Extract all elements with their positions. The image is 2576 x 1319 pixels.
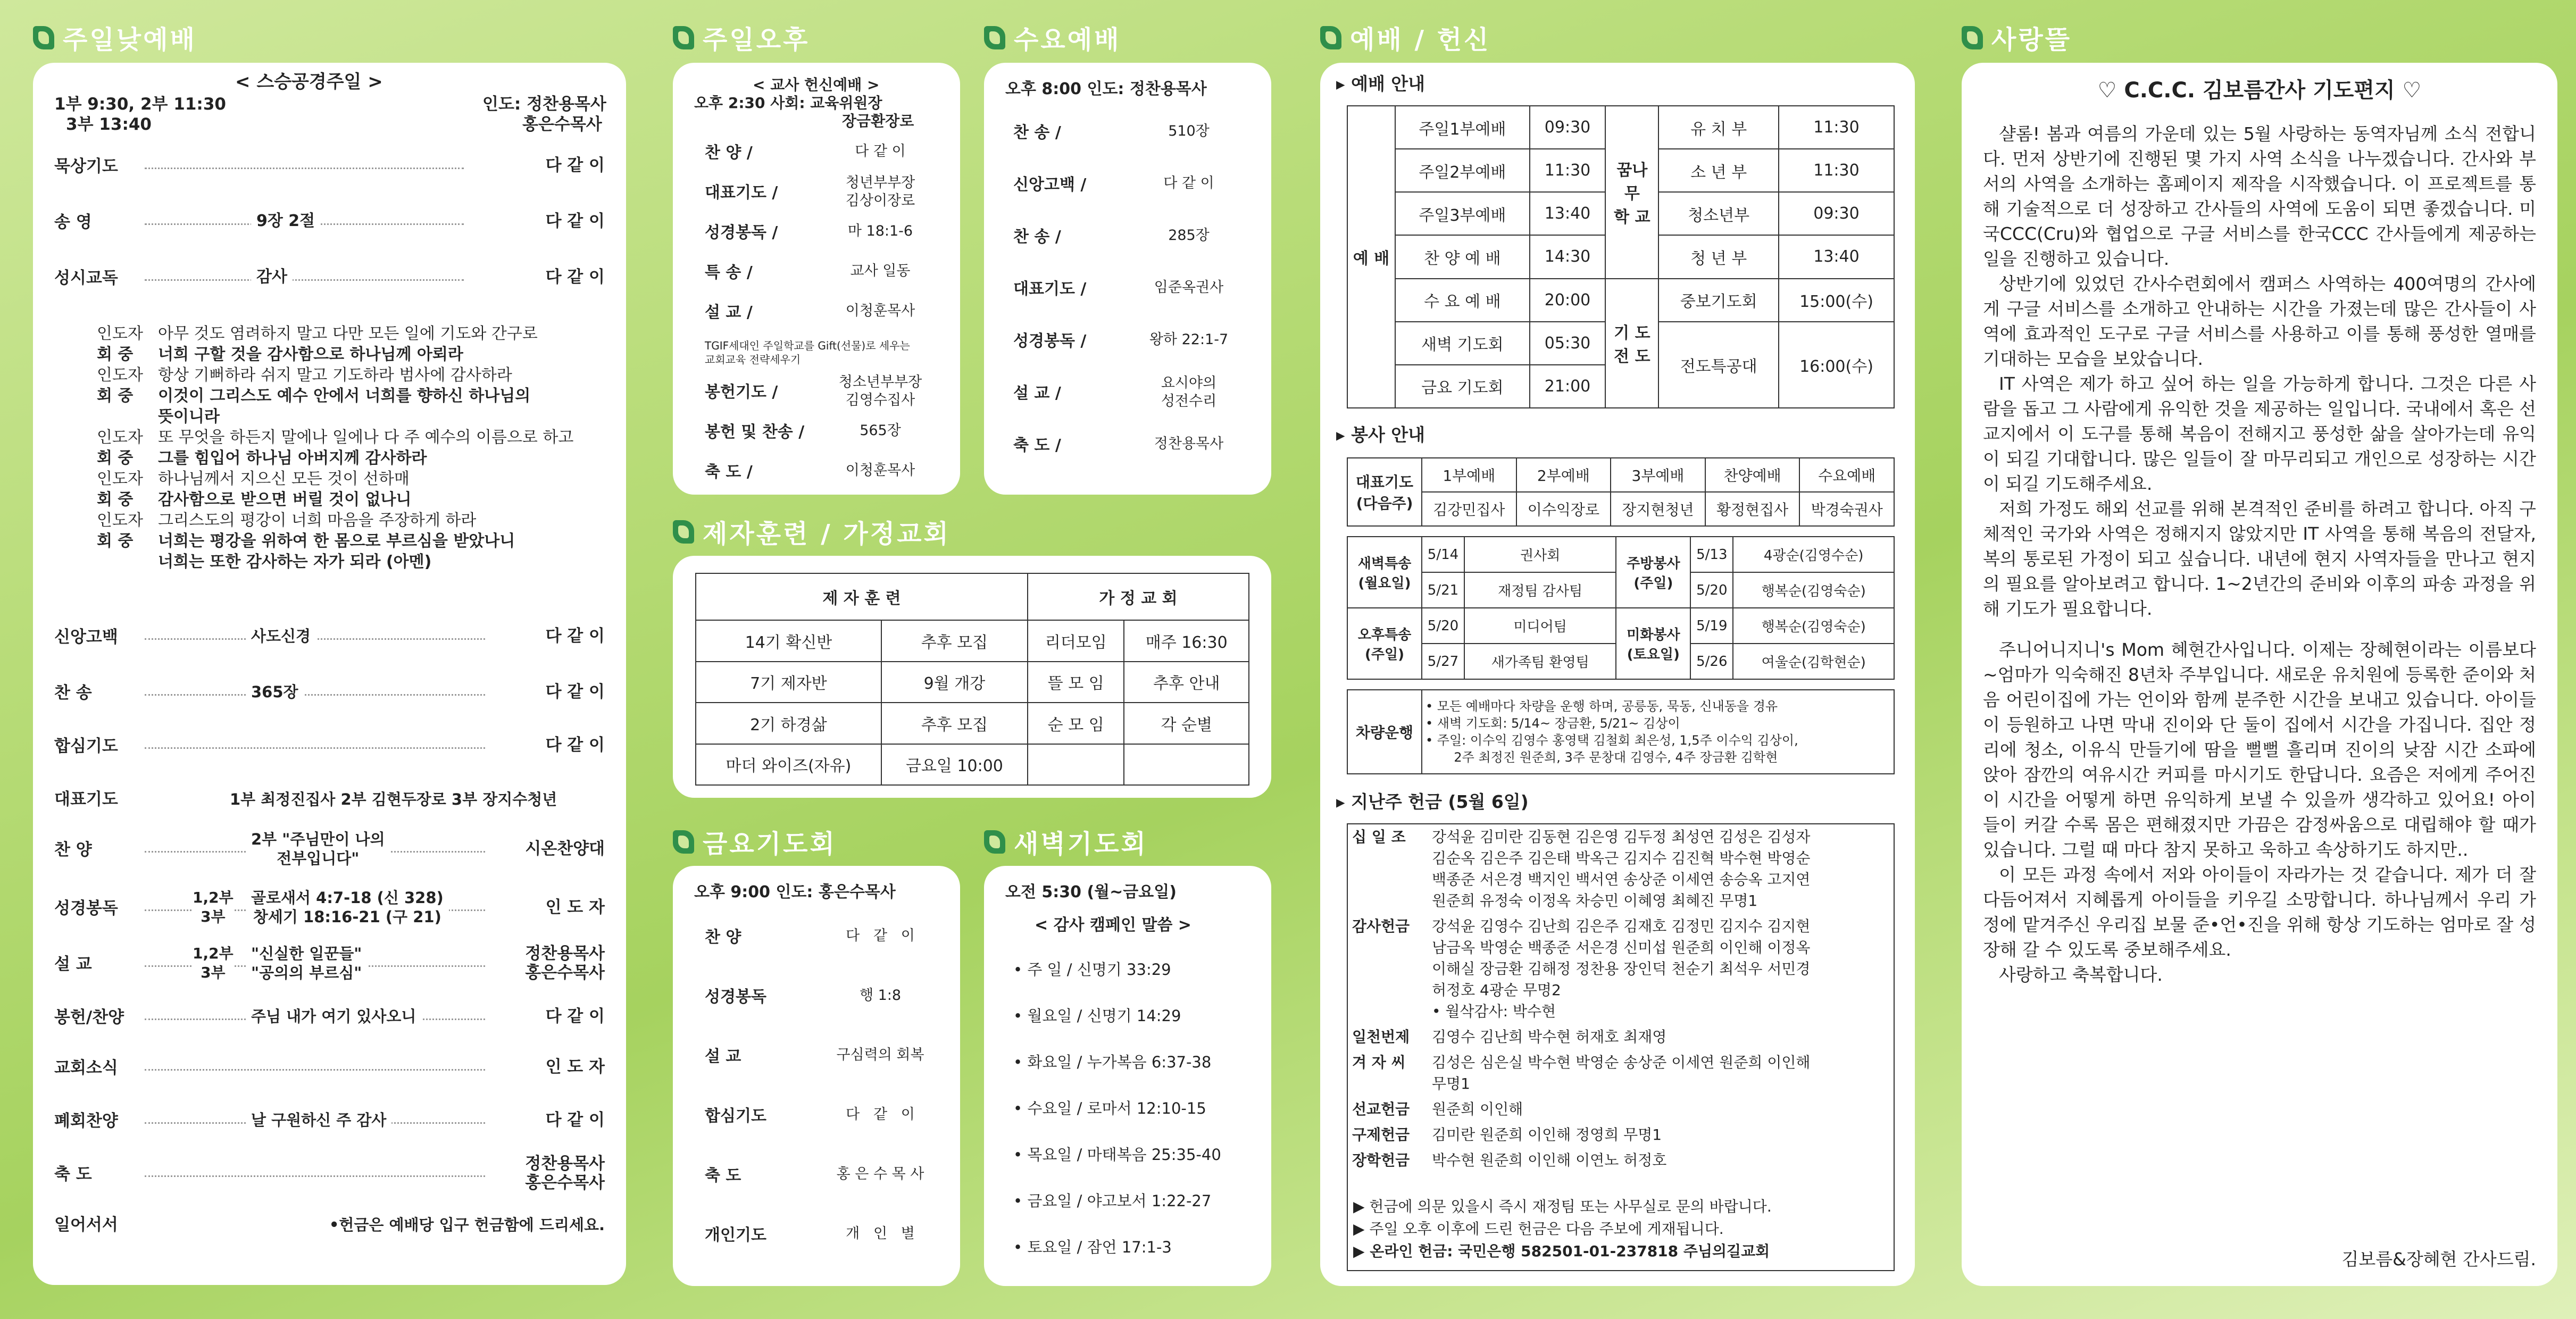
order-item-label: 묵상기도 xyxy=(54,157,118,176)
row-value: 행 1:8 xyxy=(859,987,902,1004)
row-label: 신앙고백 / xyxy=(1013,176,1087,194)
cell: 2부예배 xyxy=(1516,458,1611,492)
verse-item: • 수요일 / 로마서 12:10-15 xyxy=(1013,1099,1206,1117)
afternoon-time: 오후 2:30 사회: 교육위원장 xyxy=(694,94,882,112)
row-label: 대표기도 / xyxy=(1013,280,1087,298)
cell: 16:00(수) xyxy=(1779,322,1894,408)
school-label: 꿈나무 학 교 xyxy=(1605,106,1658,279)
cell: 주일2부예배 xyxy=(1395,149,1530,192)
row-value: 다 같 이 xyxy=(1163,175,1214,191)
offering-note: •헌금은 예배당 입구 헌금함에 드리세요. xyxy=(329,1216,605,1234)
offering-row xyxy=(1348,1148,1894,1173)
reading-line: 항상 기뻐하라 쉬지 말고 기도하라 범사에 감사하라 xyxy=(158,366,512,385)
cell: 5/13 xyxy=(1690,537,1733,572)
car-line: 2주 최정진 원준희, 3주 문창대 김영수, 4주 장금환 김학현 xyxy=(1425,750,1778,765)
reading-line: 그를 힘입어 하나님 아버지께 감사하라 xyxy=(158,449,427,468)
row-value: 청소년부부장 김영수집사 xyxy=(838,374,922,408)
rep-label: 대표기도 (다음주) xyxy=(1347,458,1422,526)
row-value: 왕하 22:1-7 xyxy=(1149,331,1229,348)
offering-names: 강석윤 김영수 김난희 김은주 김재호 김정민 김지수 김지현 남금옥 박영순 백종준 서은경 신미섭 원준희 이인해 이정옥 이해실 장금환 김해정 정찬용 장인덕 천순기 최석우 서민경 허정호 4광순 무명2 • 월삭감사: 박수현 xyxy=(1432,917,1811,1020)
sunday-card xyxy=(33,63,626,1285)
row-label: 특 송 / xyxy=(705,263,753,282)
car-label: 차량운행 xyxy=(1347,690,1422,774)
training-table xyxy=(695,573,1249,786)
cell: 재정팀 감사팀 xyxy=(1464,572,1616,608)
offering-row xyxy=(1348,1122,1894,1148)
row-value: 청년부부장 김상이장로 xyxy=(845,174,915,209)
cell: 황정현집사 xyxy=(1705,492,1800,526)
cell: 여울순(김학현순) xyxy=(1733,644,1894,679)
row-label: 봉헌 및 찬송 / xyxy=(705,423,805,441)
dotted-leader xyxy=(145,694,485,696)
row-label: 설 교 / xyxy=(705,303,753,322)
row-label: 성경봉독 / xyxy=(1013,332,1087,350)
reading-line: 하나님께서 지으신 모든 것이 선하매 xyxy=(158,470,410,488)
row-value: 다 같 이 xyxy=(846,928,915,944)
worship-guide-title: ▸ 예배 안내 xyxy=(1336,73,1425,94)
prayer-label: 기 도 전 도 xyxy=(1605,279,1658,408)
wednesday-head: 오후 8:00 인도: 정찬용목사 xyxy=(1005,80,1207,98)
order-item-sub: 1,2부 3부 xyxy=(193,889,234,925)
car-table xyxy=(1347,689,1895,774)
row-label: 찬 양 xyxy=(705,928,741,947)
cell: 5/20 xyxy=(1690,572,1733,608)
cell: 11:30 xyxy=(1779,149,1894,192)
kitchen-duty-label: 주방봉사 (주일) xyxy=(1616,537,1690,608)
leaf-icon xyxy=(673,830,694,854)
rep-prayer-table xyxy=(1347,457,1895,527)
afternoon-theme: < 교사 헌신예배 > xyxy=(753,76,880,94)
cell: 5/21 xyxy=(1422,572,1464,608)
cell: 마더 와이즈(자유) xyxy=(696,744,881,786)
reading-speaker: 회 중 xyxy=(97,387,134,405)
reading-line: 감사함으로 받으면 버릴 것이 없나니 xyxy=(158,490,412,509)
cell: 금요일 10:00 xyxy=(881,744,1028,786)
afternoon-title: 주일오후 xyxy=(673,19,810,56)
cell: 14기 확신반 xyxy=(696,620,881,662)
cell: 5/20 xyxy=(1422,608,1464,644)
offering-kind: 구제헌금 xyxy=(1352,1126,1410,1143)
order-item-detail: 감사 xyxy=(251,268,293,287)
cell: 청 년 부 xyxy=(1658,235,1779,278)
cell: 수 요 예 배 xyxy=(1395,279,1530,322)
verse-item: • 금요일 / 야고보서 1:22-27 xyxy=(1013,1192,1212,1210)
letter-card xyxy=(1962,63,2557,1286)
order-item-leader: 시온찬양대 xyxy=(520,839,605,858)
worship-offering-card xyxy=(1320,63,1915,1286)
cell xyxy=(1028,744,1124,786)
cell: 권사회 xyxy=(1464,537,1616,572)
offering-title: ▸ 지난주 헌금 (5월 6일) xyxy=(1336,791,1529,812)
cell: 새벽 기도회 xyxy=(1395,322,1530,365)
times-3: 3부 13:40 xyxy=(66,115,152,134)
cell: 5/26 xyxy=(1690,644,1733,679)
worship-guide-label: 예배 안내 xyxy=(1351,73,1425,94)
car-line: • 주일: 이수익 김영수 홍영택 김철회 최은성, 1,5주 이수익 김상이, xyxy=(1425,733,1798,748)
clean-duty-label: 미화봉사 (토요일) xyxy=(1616,608,1690,679)
cell: 순 모 임 xyxy=(1028,703,1124,744)
cell: 7기 제자반 xyxy=(696,662,881,703)
order-item-label: 합심기도 xyxy=(54,737,118,756)
order-item-label: 폐회찬양 xyxy=(54,1112,118,1131)
row-label: 대표기도 / xyxy=(705,183,778,202)
offering-box xyxy=(1347,823,1895,1271)
letter-sign: 김보름&장혜현 간사드림. xyxy=(2341,1249,2536,1270)
letter-paragraph: 상반기에 있었던 간사수련회에서 캠퍼스 사역하는 400여명의 간사에게 구글 서비스를 소개하고 안내하는 시간을 가졌는데 많은 간사들이 사역에 효과적인 도구로 구글 서비스를 사용하고 이를 통해 풍성한 열매를 기대하는 모습을 보았습니다. xyxy=(1983,273,2536,369)
afternoon-card xyxy=(673,63,960,495)
row-value: 이청훈목사 xyxy=(845,303,915,319)
letter-body xyxy=(1983,121,2536,987)
cell: 새가족팀 환영팀 xyxy=(1464,644,1616,679)
reading-speaker: 회 중 xyxy=(97,449,134,468)
love-title: 사랑뜰 xyxy=(1962,19,2072,56)
cell: 13:40 xyxy=(1779,235,1894,278)
row-value: 임준옥권사 xyxy=(1154,279,1224,296)
letter-title: ♡ C.C.C. 김보름간사 기도편지 ♡ xyxy=(2097,78,2422,103)
cell: 행복순(김영숙순) xyxy=(1733,572,1894,608)
row-label: 설 교 xyxy=(705,1047,741,1066)
worship-table xyxy=(1347,105,1895,408)
order-item-leader: 인 도 자 xyxy=(540,1057,605,1076)
wednesday-title: 수요예배 xyxy=(984,19,1121,56)
leaf-icon xyxy=(1320,26,1341,49)
dawn-title: 새벽기도회 xyxy=(984,823,1148,860)
training-title: 제자훈련 / 가정교회 xyxy=(673,513,951,550)
friday-title: 금요기도회 xyxy=(673,823,837,860)
letter-paragraph: 샬롬! 봄과 여름의 가운데 있는 5월 사랑하는 동역자님께 소식 전합니다. 먼저 상반기에 진행된 몇 가지 사역 소식을 나누겠습니다. 간사와 부서의 사역을 소개하는 홈페이지 제작을 시작했습니다. 이 프로젝트를 통해 기술적으로 더 성장하고 간사들의 사역에 도움이 되면 좋겠습니다. 미국CCC(Cru)와 협업으로 구글 서비스를 한국CCC 간사들에게 제공하는 일을 진행하고 있습니다. xyxy=(1983,123,2536,269)
cell: 찬 양 예 배 xyxy=(1395,235,1530,278)
leaf-icon xyxy=(673,26,694,49)
order-item-label: 성시교독 xyxy=(54,269,118,288)
order-item-detail: 1부 최정진집사 2부 김현두장로 3부 장지수청년 xyxy=(230,790,557,808)
reading-speaker: 인도자 xyxy=(97,324,143,343)
cell: 청소년부 xyxy=(1658,192,1779,235)
row-label: 성경봉독 / xyxy=(705,223,778,242)
offering-kind: 겨 자 씨 xyxy=(1352,1054,1406,1071)
order-item-leader: 정찬용목사 홍은수목사 xyxy=(520,1154,605,1192)
row-value: 마 18:1-6 xyxy=(847,223,913,239)
row-value: 교사 일동 xyxy=(850,263,911,279)
cell: 2기 하경삶 xyxy=(696,703,881,744)
dawn-card xyxy=(984,866,1271,1286)
verse-item: • 토요일 / 잠언 17:1-3 xyxy=(1013,1238,1172,1256)
cell: 뜰 모 임 xyxy=(1028,662,1124,703)
leaf-icon xyxy=(673,520,694,544)
friday-head: 오후 9:00 인도: 홍은수목사 xyxy=(694,883,896,901)
sunday-title: 주일낮예배 xyxy=(33,19,197,56)
offering-kind: 일천번제 xyxy=(1352,1028,1410,1046)
order-item-label: 축 도 xyxy=(54,1165,92,1184)
order-item-detail: 사도신경 xyxy=(246,627,316,646)
offering-row xyxy=(1348,1097,1894,1122)
note-text: TGIF세대인 주일학교를 Gift(선물)로 세우는 교회교육 전략세우기 xyxy=(705,339,910,366)
campaign-title: < 감사 캠페인 말씀 > xyxy=(1035,916,1191,934)
car-info xyxy=(1422,690,1894,774)
cell: 중보기도회 xyxy=(1658,279,1779,322)
car-line: • 새벽 기도회: 5/14~ 장금환, 5/21~ 김상이 xyxy=(1425,716,1680,731)
offering-kind: 십 일 조 xyxy=(1352,828,1406,846)
reading-line: 뜻이니라 xyxy=(158,407,220,426)
reading-speaker: 인도자 xyxy=(97,366,143,385)
cell: 추후 모집 xyxy=(881,703,1028,744)
cell: 5/19 xyxy=(1690,608,1733,644)
cell: 14:30 xyxy=(1530,235,1606,278)
cell xyxy=(1124,744,1249,786)
leaf-icon xyxy=(1962,26,1983,49)
row-label: 축 도 xyxy=(705,1166,741,1185)
cell: 이수익장로 xyxy=(1516,492,1611,526)
order-item-leader: 다 같 이 xyxy=(540,156,605,175)
sermon-theme: < 스승공경주일 > xyxy=(235,71,383,93)
dotted-leader xyxy=(145,279,464,281)
dotted-leader xyxy=(145,747,485,749)
offering-names: 박수현 원준희 이인해 이연노 허정호 xyxy=(1432,1151,1667,1169)
reading-line: 또 무엇을 하든지 말에나 일에나 다 주 예수의 이름으로 하고 xyxy=(158,428,574,447)
row-label: 합심기도 xyxy=(705,1107,766,1125)
order-item-label: 교회소식 xyxy=(54,1058,118,1078)
row-label: 축 도 / xyxy=(1013,436,1061,455)
reading-line: 너희는 또한 감사하는 자가 되라 (아멘) xyxy=(158,553,432,571)
service-guide-label: 봉사 안내 xyxy=(1351,424,1425,445)
order-item-leader: 다 같 이 xyxy=(540,268,605,287)
order-item-detail: 365장 xyxy=(246,682,304,702)
cell: 김강민집사 xyxy=(1422,492,1516,526)
order-item-detail: 골로새서 4:7-18 (신 328) 창세기 18:16-21 (구 21) xyxy=(246,888,449,926)
wednesday-card xyxy=(984,63,1271,495)
order-item-leader: 다 같 이 xyxy=(540,212,605,231)
reading-line: 너희는 평강을 위하여 한 몸으로 부르심을 받았나니 xyxy=(158,532,515,550)
note: ▶ 헌금에 의문 있을시 즉시 재정팀 또는 사무실로 문의 바랍니다. xyxy=(1353,1198,1772,1215)
reading-speaker: 인도자 xyxy=(97,428,143,447)
worship-offering-title: 예배 / 헌신 xyxy=(1320,19,1490,56)
offering-table xyxy=(1348,824,1894,1173)
friday-card xyxy=(673,866,960,1286)
reading-speaker: 회 중 xyxy=(97,345,134,364)
cell: 20:00 xyxy=(1530,279,1606,322)
row-value: 구심력의 회복 xyxy=(836,1047,924,1063)
row-value: 다 같 이 xyxy=(846,1106,915,1123)
order-item-label: 일어서서 xyxy=(54,1215,118,1234)
offering-row xyxy=(1348,1050,1894,1097)
order-item-label: 신앙고백 xyxy=(54,628,118,647)
order-item-detail: 날 구원하신 주 감사 xyxy=(246,1111,391,1130)
offering-names: 강석윤 김미란 김동현 김은영 김두정 최성연 김성은 김성자 김순옥 김은주 김은태 박옥근 김지수 김진혁 박수현 박영순 백종준 서은경 백지인 백서연 송상준 이세연 송승옥 고지연 원준희 유정숙 이정옥 차승민 이혜영 최혜진 무명1 xyxy=(1432,828,1811,909)
row-value: 정찬용목사 xyxy=(1154,436,1224,452)
cell: 추후 안내 xyxy=(1124,662,1249,703)
offering-names: 원준희 이인해 xyxy=(1432,1100,1523,1118)
reading-speaker: 회 중 xyxy=(97,532,134,550)
cell: 주일3부예배 xyxy=(1395,192,1530,235)
cell: 박경숙권사 xyxy=(1799,492,1894,526)
row-label: 축 도 / xyxy=(705,463,753,481)
reading-line: 너희 구할 것을 감사함으로 하나님께 아뢰라 xyxy=(158,345,463,364)
afternoon-host: 장금환장로 xyxy=(842,112,914,130)
order-item-label: 설 교 xyxy=(54,955,92,974)
leaf-icon xyxy=(984,830,1005,854)
cell: 5/14 xyxy=(1422,537,1464,572)
order-item-leader: 인 도 자 xyxy=(540,898,605,917)
order-item-leader: 다 같 이 xyxy=(540,736,605,755)
row-value: 565장 xyxy=(860,422,901,439)
cell: 1부예배 xyxy=(1422,458,1516,492)
row-label: 찬 양 / xyxy=(705,144,753,162)
cell: 찬양예배 xyxy=(1705,458,1800,492)
order-item-leader: 다 같 이 xyxy=(540,1111,605,1130)
row-label: 설 교 / xyxy=(1013,384,1061,403)
row-label: 찬 송 / xyxy=(1013,123,1061,142)
offering-label: 지난주 헌금 (5월 6일) xyxy=(1351,791,1529,812)
cell: 09:30 xyxy=(1530,106,1606,149)
verse-item: • 화요일 / 누가복음 6:37-38 xyxy=(1013,1053,1212,1071)
cell: 05:30 xyxy=(1530,322,1606,365)
car-line: • 모든 예배마다 차량을 운행 하며, 공릉동, 묵동, 신내동을 경유 xyxy=(1425,699,1778,714)
order-item-detail: 2부 "주님만이 나의 전부입니다" xyxy=(246,830,390,868)
note: ▶ 온라인 헌금: 국민은행 582501-01-237818 주님의길교회 xyxy=(1353,1242,1770,1260)
letter-paragraph: 사랑하고 축복합니다. xyxy=(1999,964,2163,985)
house-head: 가 정 교 회 xyxy=(1028,573,1249,620)
cell: 15:00(수) xyxy=(1779,279,1894,322)
letter-paragraph: 저희 가정도 해외 선교를 위해 본격적인 준비를 하려고 합니다. 아직 구체적인 국가와 사역은 정해지지 않았지만 IT 사역을 통해 복음의 전달자, 복의 통로된 가정이 되고 싶습니다. 내년에 현지 사역자들을 만나고 현지의 필요를 알아보려고 합니다. 1~2년간의 준비와 이후의 파송 과정을 위해 기도가 필요합니다. xyxy=(1983,498,2536,619)
dotted-leader xyxy=(145,1069,485,1071)
verse-item: • 목요일 / 마태복음 25:35-40 xyxy=(1013,1146,1221,1164)
reading-line: 아무 것도 염려하지 말고 다만 모든 일에 기도와 간구로 xyxy=(158,324,538,343)
worship-label: 예 배 xyxy=(1347,106,1395,408)
order-item-label: 봉헌/찬양 xyxy=(54,1008,124,1027)
order-item-sub: 1,2부 3부 xyxy=(193,945,234,981)
cell: 각 순별 xyxy=(1124,703,1249,744)
cell: 행복순(김영숙순) xyxy=(1733,608,1894,644)
order-item-label: 성경봉독 xyxy=(54,899,118,918)
letter-paragraph: 주니어니지니's Mom 혜현간사입니다. 이제는 장혜현이라는 이름보다 ~엄마가 익숙해진 8년차 주부입니다. 새로운 유치원에 등록한 준이와 처음 어린이집에 가는 언이와 함께 분주한 시간을 보내고 있습니다. 아이들이 등원하고 나면 막내 진이와 단 둘이 집에서 시간을 가집니다. 집안 정리에 청소, 이유식 만들기에 땀을 뻘뻘 흘리며 진이의 낮잠 시간 소파에 앉아 잠깐의 여유시간 커피를 마시기도 한답니다. 요즘은 저에게 주어진 이 시간을 어떻게 하면 유익하게 보낼 수 있을까 생각하고 있어요! 아이들이 커갈 수록 몸은 편해졌지만 가끔은 감정싸움으로 대립해야 할 때가 있습니다. 그럴 때 마다 참지 못하고 욱하고 속상하기도 하지만.. xyxy=(1983,639,2536,860)
offering-kind: 감사헌금 xyxy=(1352,917,1410,935)
order-item-leader: 정찬용목사 홍은수목사 xyxy=(520,944,605,982)
cell: 소 년 부 xyxy=(1658,149,1779,192)
order-item-leader: 다 같 이 xyxy=(540,627,605,646)
cell: 4광순(김영수순) xyxy=(1733,537,1894,572)
row-label: 찬 송 / xyxy=(1013,228,1061,246)
offering-names: 김미란 원준희 이인해 정영희 무명1 xyxy=(1432,1126,1662,1143)
offering-kind: 장학헌금 xyxy=(1352,1151,1410,1169)
order-item-leader: 다 같 이 xyxy=(540,1007,605,1026)
dotted-leader xyxy=(145,168,464,169)
order-item-label: 송 영 xyxy=(54,213,92,232)
training-head: 제 자 훈 련 xyxy=(696,573,1028,620)
order-item-leader: 다 같 이 xyxy=(540,682,605,702)
pm-duty-label: 오후특송 (주일) xyxy=(1347,608,1422,679)
order-item-label: 찬 양 xyxy=(54,840,92,859)
offering-row xyxy=(1348,914,1894,1024)
cell: 전도특공대 xyxy=(1658,322,1779,408)
row-label: 성경봉독 xyxy=(705,988,766,1006)
leaf-icon xyxy=(33,26,54,49)
letter-paragraph: 이 모든 과정 속에서 저와 아이들이 자라가는 것 같습니다. 제가 더 잘 다듬어져서 지혜롭게 아이들을 키우길 소망합니다. 하나님께서 우리 가정에 맡겨주신 우리집 보물 준•언•진을 위해 항상 기도하는 엄마로 잘 성장해 갈 수 있도록 중보해주세요. xyxy=(1983,864,2536,960)
offering-names: 김영수 김난희 박수현 허재호 최재영 xyxy=(1432,1028,1667,1046)
order-item-detail: "신실한 일꾼들" "공의의 부르심" xyxy=(246,944,367,982)
cell: 3부예배 xyxy=(1611,458,1705,492)
order-item-label: 대표기도 xyxy=(54,790,118,809)
order-item-detail: 9장 2절 xyxy=(251,212,320,231)
order-item-label: 찬 송 xyxy=(54,683,92,703)
reading-line: 그리스도의 평강이 너희 마음을 주장하게 하라 xyxy=(158,511,477,530)
cell: 수요예배 xyxy=(1799,458,1894,492)
cell: 매주 16:30 xyxy=(1124,620,1249,662)
reading-speaker: 인도자 xyxy=(97,511,143,530)
training-card xyxy=(673,556,1271,798)
row-value: 요시야의 성전수리 xyxy=(1161,375,1217,410)
cell: 추후 모집 xyxy=(881,620,1028,662)
cell: 장지현청년 xyxy=(1611,492,1705,526)
service-guide-title: ▸ 봉사 안내 xyxy=(1336,424,1425,445)
times: 1부 9:30, 2부 11:30 xyxy=(54,95,226,114)
duty-table xyxy=(1347,536,1895,680)
cell: 11:30 xyxy=(1530,149,1606,192)
dawn-duty-label: 새벽특송 (월요일) xyxy=(1347,537,1422,608)
dotted-leader xyxy=(145,1175,485,1177)
letter-paragraph xyxy=(1983,621,2536,637)
letter-paragraph: IT 사역은 제가 하고 싶어 하는 일을 가능하게 합니다. 그것은 다른 사람을 돕고 그 사람에게 유익한 것을 제공하는 일입니다. 국내에서 혹은 선교지에서 이 도구를 통해 복음이 전해지고 풍성한 삶을 살아가는데 유익이 되길 기대합니다. 많은 일들이 잘 마무리되고 개인으로 성장하는 시간이 되길 기도해주세요. xyxy=(1983,373,2536,494)
row-value: 다 같 이 xyxy=(855,143,906,160)
reading-line: 이것이 그리스도 예수 안에서 너희를 향하신 하나님의 xyxy=(158,387,531,405)
leaf-icon xyxy=(984,26,1005,49)
cell: 13:40 xyxy=(1530,192,1606,235)
leader: 인도: 정찬용목사 xyxy=(482,95,606,114)
offering-notes xyxy=(1353,1196,1772,1263)
dawn-head: 오전 5:30 (월~금요일) xyxy=(1005,883,1177,901)
reading-speaker: 인도자 xyxy=(97,470,143,488)
cell: 5/27 xyxy=(1422,644,1464,679)
row-label: 봉헌기도 / xyxy=(705,383,778,402)
row-value: 개 인 별 xyxy=(846,1225,915,1242)
row-value: 홍 은 수 목 사 xyxy=(836,1166,924,1182)
row-label: 개인기도 xyxy=(705,1226,766,1245)
cell: 미디어팀 xyxy=(1464,608,1616,644)
cell: 유 치 부 xyxy=(1658,106,1779,149)
row-value: 이청훈목사 xyxy=(845,462,915,479)
offering-names: 김성은 심은실 박수현 박영순 송상준 이세연 원준희 이인해 무명1 xyxy=(1432,1054,1811,1092)
leader-2: 홍은수목사 xyxy=(522,115,602,134)
offering-kind: 선교헌금 xyxy=(1352,1100,1410,1118)
cell: 21:00 xyxy=(1530,365,1606,408)
offering-row xyxy=(1348,824,1894,914)
cell: 리더모임 xyxy=(1028,620,1124,662)
cell: 9월 개강 xyxy=(881,662,1028,703)
verse-item: • 월요일 / 신명기 14:29 xyxy=(1013,1007,1181,1025)
offering-row xyxy=(1348,1024,1894,1050)
cell: 09:30 xyxy=(1779,192,1894,235)
order-item-detail: 주님 내가 여기 있사오니 xyxy=(246,1007,421,1026)
cell: 금요 기도회 xyxy=(1395,365,1530,408)
reading-speaker: 회 중 xyxy=(97,490,134,509)
verse-item: • 주 일 / 신명기 33:29 xyxy=(1013,961,1171,979)
cell: 11:30 xyxy=(1779,106,1894,149)
cell: 주일1부예배 xyxy=(1395,106,1530,149)
row-value: 510장 xyxy=(1168,123,1210,139)
note: ▶ 주일 오후 이후에 드린 헌금은 다음 주보에 게재됩니다. xyxy=(1353,1220,1724,1238)
row-value: 285장 xyxy=(1168,227,1210,244)
